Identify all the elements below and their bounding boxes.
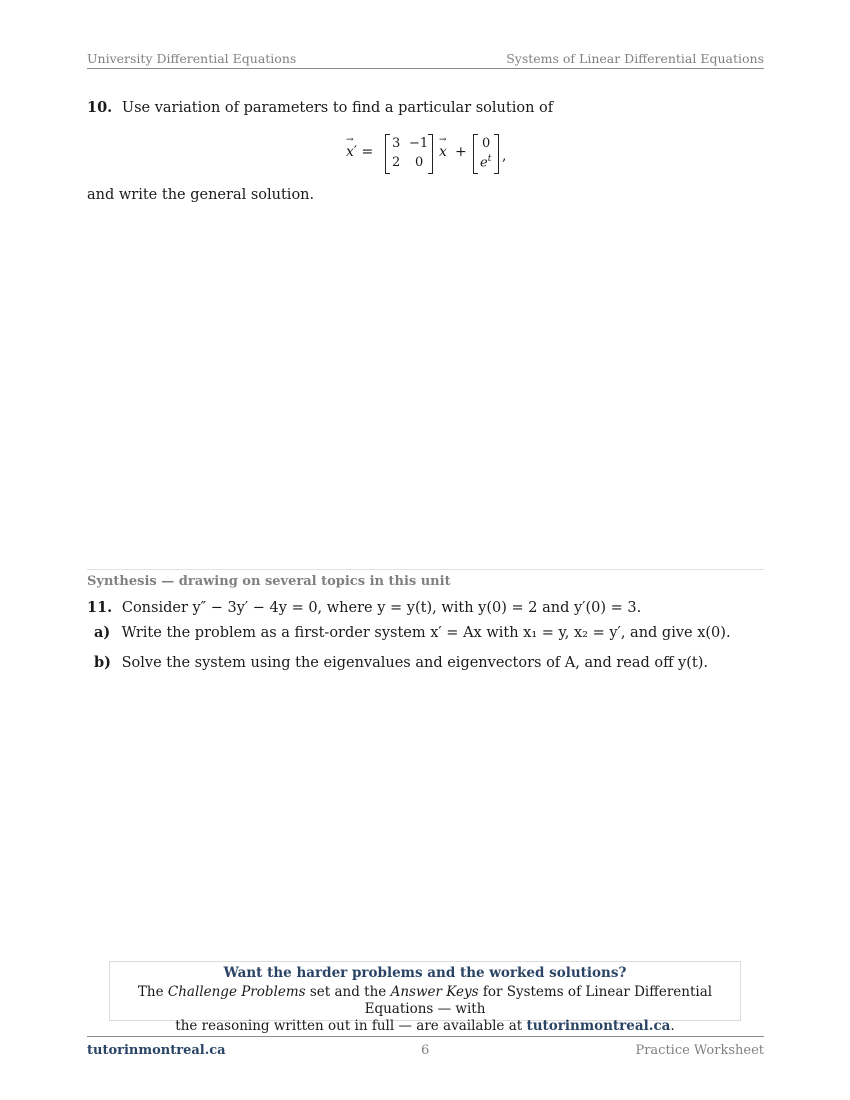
problem-10-number: 10. [87,99,113,116]
synthesis-heading: Synthesis — drawing on several topics in this unit [87,574,451,589]
part-text: Write the problem as a first-order system x′ = Ax with x₁ = y, x₂ = y′, and give x(0). [121,625,731,641]
header-unit-title: Systems of Linear Differential Equations [506,51,764,66]
promo-body: The Challenge Problems set and the Answer Keys for Systems of Linear Differential Equations — with the reasoning written out in full — are available at tutorinmontreal.ca. [137,984,713,1034]
problem-10-intro [87,99,553,116]
problem-10-equation [340,134,540,176]
part-label: b) [94,654,111,671]
promo-heading: Want the harder problems and the worked solutions? [223,965,627,981]
equation-comma: , [502,148,507,164]
answer-keys-title: Answer Keys [390,984,479,1000]
problem-11-part-a [94,624,731,641]
part-label: a) [94,624,111,641]
promo-website-link[interactable]: tutorinmontreal.ca [526,1018,671,1034]
problem-10-intro-text: Use variation of parameters to find a particular solution of [121,100,554,116]
part-text: Solve the system using the eigenvalues and eigenvectors of A, and read off y(t). [121,655,708,671]
problem-11-part-b [94,654,708,671]
matrix-cell: 2 [392,155,401,170]
forcing-cell: 0 [482,136,491,151]
coefficient-matrix [385,134,433,174]
section-divider [87,569,764,570]
footer-worksheet-label: Practice Worksheet [635,1043,764,1058]
equation-plus: + [455,144,467,160]
problem-11-number: 11. [87,599,113,616]
promo-box [109,961,741,1034]
problem-11-statement [87,599,641,616]
page-header [87,50,764,69]
problem-10-outro: and write the general solution. [87,187,315,203]
footer-website[interactable]: tutorinmontreal.ca [87,1043,226,1058]
problem-11-text: Consider y″ − 3y′ − 4y = 0, where y = y(t), with y(0) = 2 and y′(0) = 3. [121,600,642,616]
equation-x-vector: → x [439,144,447,160]
forcing-cell: $e^t$ [480,154,492,171]
matrix-cell: 0 [415,155,424,170]
page-footer [87,1036,764,1059]
matrix-cell: 3 [392,136,401,151]
matrix-cell: −1 [409,136,429,151]
page-number: 6 [421,1043,430,1058]
forcing-vector [473,134,499,174]
challenge-problems-title: Challenge Problems [167,984,306,1000]
equation-lhs: → x′ = [346,144,373,160]
header-course-title: University Differential Equations [87,51,297,66]
